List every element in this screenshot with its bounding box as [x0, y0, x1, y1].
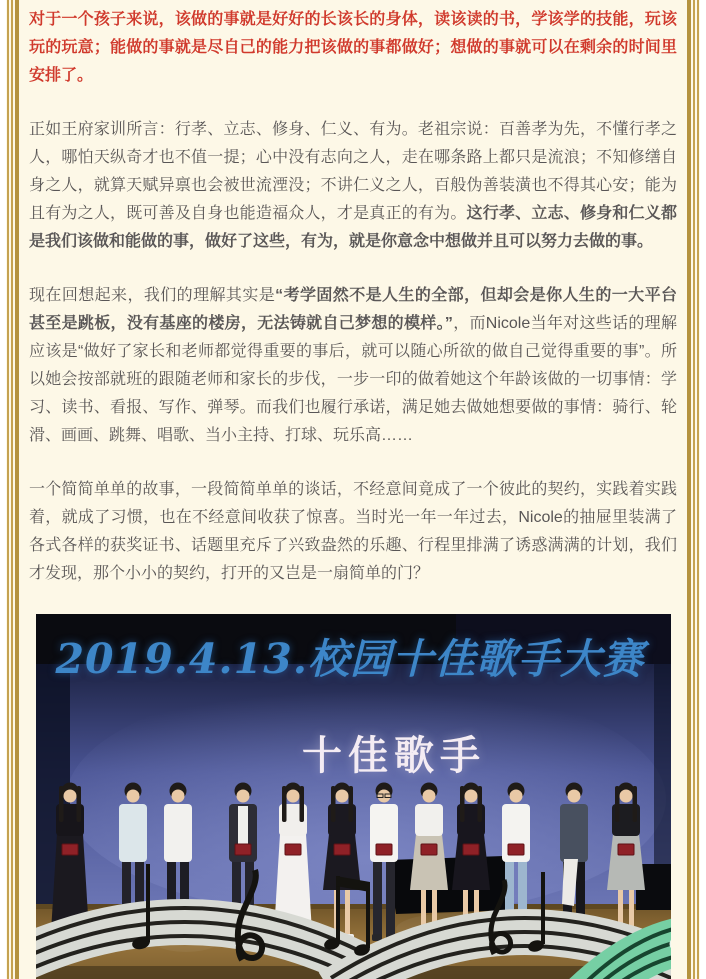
paragraph: 一个简简单单的故事，一段简简单单的谈话，不经意间竟成了一个彼此的契约，实践着实践着，就成了习惯，也在不经意间收获了惊喜。当时光一年一年过去，Nicole的抽屉里装满了各式各样的获奖证书、话题里充斥了兴致盎然的乐趣、行程里排满了诱惑满满的计划，我们才发现，那个小小的契约，打开的又岂是一扇简单的门？ [29, 481, 677, 582]
gold-frame-border-right [687, 0, 699, 979]
paragraph: 正如王府家训所言：行孝、立志、修身、仁义、有为。老祖宗说：百善孝为先，不懂行孝之人，哪怕天纵奇才也不值一提；心中没有志向之人，走在哪条路上都只是流浪；不知修缮自身之人，就算天赋异禀也会被世流湮没；不讲仁义之人，百般伪善装潢也不得其心安；能为且有为之人，既可善及自身也能造福众人，才是真正的有为。这行孝、立志、修身和仁义都是我们该做和能做的事，做好了这些，有为，就是你意念中想做并且可以努力去做的事。 [29, 121, 677, 250]
article-content [19, 0, 687, 979]
stage-photo[interactable] [36, 614, 671, 979]
photo-screen-text: 十佳歌手 [302, 734, 486, 778]
gold-frame-border-left [7, 0, 19, 979]
piano [388, 856, 514, 914]
photo-overlay-date: 2019.4.13.校园十佳歌手大赛 [55, 635, 645, 683]
paragraph: 现在回想起来，我们的理解其实是“考学固然不是人生的全部，但却会是你人生的一大平台甚至是跳板，没有基座的楼房，无法铸就自己梦想的模样。”，而Nicole当年对这些话的理解应该是“做好了家长和老师都觉得重要的事后，就可以随心所欲的做自己觉得重要的事”。所以她会按部就班的跟随老师和家长的步伐，一步一印的做着她这个年龄该做的一切事情：学习、读书、看报、写作、弹琴。而我们也履行承诺，满足她去做她想要做的事情：骑行、轮滑、画画、跳舞、唱歌、当小主持、打球、玩乐高…… [29, 287, 677, 444]
article-paragraphs [29, 6, 677, 588]
paragraph: 对于一个孩子来说，该做的事就是好好的长该长的身体，读该读的书，学该学的技能，玩该玩的玩意；能做的事就是尽自己的能力把该做的事都做好；想做的事就可以在剩余的时间里安排了。 [29, 11, 677, 84]
